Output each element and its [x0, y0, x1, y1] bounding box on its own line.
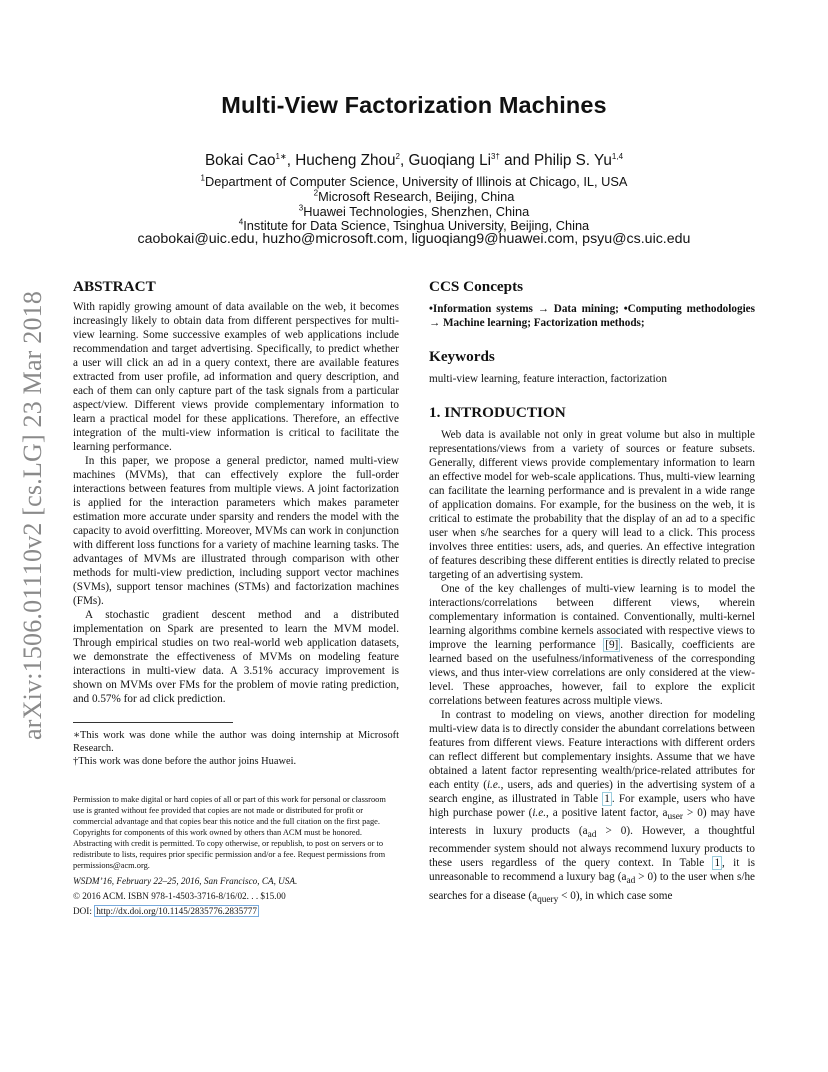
- doi-link[interactable]: http://dx.doi.org/10.1145/2835776.2835777: [96, 906, 257, 916]
- author-affiliation-mark: 2: [395, 151, 400, 161]
- author-separator: ,: [286, 152, 296, 169]
- intro-text: . Basically, coefficients are learned based on the usefulness/informativeness of the corresponding views, and thus inter-view correlations are only considered at the view-level. These approaches, however, fail to explore the explicit correlations between features across multiple views.: [429, 639, 755, 707]
- intro-text: > 0) to the user when s/he searches for a disease (a: [429, 871, 756, 902]
- math-subscript: user: [667, 812, 683, 823]
- table-ref-link[interactable]: 1: [714, 857, 721, 870]
- table-ref-link[interactable]: 1: [604, 793, 610, 805]
- intro-text: One of the key challenges of multi-view learning is to model the interactions/correlations between different views, wherein complementary information is contained. Conventionally, multi-kernel learning algorithms combine kernels associated with respective views to improve the learning performance: [429, 583, 755, 651]
- author-emails: caobokai@uic.edu, huzho@microsoft.com, liguoqiang9@huawei.com, psyu@cs.uic.edu: [137, 231, 691, 247]
- right-column: [429, 278, 755, 907]
- permission-notice: Permission to make digital or hard copies of all or part of this work for personal or classroom use is granted without fee provided that copies are not made or distributed for profit or commercial advantage and that copies bear this notice and the full citation on the first page. Copyrights for components of this work owned by others than ACM must be honored. Abstracting with credit is permitted. To copy otherwise, or republish, to post on servers or to redistribute to lists, requires prior specific permission and/or a fee. Request permissions from permissions@acm.org.: [73, 795, 386, 870]
- intro-text: > 0) may have interests in luxury products (a: [429, 807, 755, 838]
- footnote-divider: [73, 722, 233, 723]
- affiliation-text: Institute for Data Science, Tsinghua University, Beijing, China: [243, 218, 590, 233]
- affiliation-text: Huawei Technologies, Shenzhen, China: [303, 204, 530, 219]
- author-name: Philip S. Yu: [533, 152, 612, 169]
- ccs-concepts: •Information systems → Data mining; •Computing methodologies → Machine learning; Factorization methods;: [429, 303, 755, 329]
- author-affiliation-mark: 1,4: [611, 151, 624, 161]
- intro-text: , a positive latent factor, a: [546, 807, 668, 819]
- affiliation-text: Department of Computer Science, University of Illinois at Chicago, IL, USA: [204, 174, 628, 189]
- affiliation-mark: 4: [238, 217, 244, 227]
- affiliation-line: [0, 174, 828, 189]
- author-separator: ,: [400, 152, 409, 169]
- footnote: ∗This work was done while the author was doing internship at Microsoft Research.: [73, 730, 399, 754]
- abstract-heading: ABSTRACT: [73, 278, 156, 295]
- doi-line: [73, 905, 399, 918]
- math-subscript: query: [537, 894, 559, 905]
- citation-link[interactable]: [9]: [605, 639, 619, 651]
- affiliation-mark: 2: [313, 188, 319, 198]
- author-list: [0, 152, 828, 170]
- author-affiliation-mark: 3†: [491, 151, 500, 161]
- copyright-line: © 2016 ACM. ISBN 978-1-4503-3716-8/16/02. . . $15.00: [73, 891, 286, 901]
- conference-info: WSDM’16, February 22–25, 2016, San Francisco, CA, USA.: [73, 876, 298, 886]
- author-name: Bokai Cao: [204, 152, 276, 169]
- affiliation-line: [0, 189, 828, 204]
- author-affiliation-mark: 1∗: [275, 151, 287, 161]
- intro-paragraph: [429, 582, 755, 708]
- doi-label: DOI:: [73, 906, 95, 916]
- affiliation-mark: 3: [298, 203, 304, 213]
- intro-italic: i.e.: [532, 807, 546, 819]
- intro-paragraph: [429, 708, 755, 907]
- author-name: Guoqiang Li: [408, 152, 491, 169]
- intro-text: . For example, users who have high purchase power (: [429, 793, 755, 819]
- intro-text: > 0). However, a thoughtful recommender system should not always recommend luxury products to these users regardless of the query context. In Table: [429, 825, 755, 870]
- keywords-text: multi-view learning, feature interaction, factorization: [429, 373, 667, 385]
- intro-text: , it is unreasonable to recommend a luxury bag (a: [429, 857, 755, 884]
- author-name: Hucheng Zhou: [295, 152, 396, 169]
- intro-text: < 0), in which case some: [558, 889, 673, 902]
- affiliation-line: [0, 204, 828, 219]
- footnote: †This work was done before the author joins Huawei.: [73, 756, 297, 767]
- abstract-paragraph: With rapidly growing amount of data available on the web, it becomes increasingly likely to obtain data from different perspectives for multi-view learning. Some successive examples of web applications include recommendation and target advertising. Specifically, to predict whether a user will click an ad in a query context, there are available features extracted from user profile, ad information and query description, and each of them can only capture part of the task signals from a particular aspect/view. Different views provide complementary information to learn a practical model for these applications. Therefore, an effective integration of the multi-view information is critical to facilitate the learning performance.: [73, 301, 399, 453]
- intro-paragraph: Web data is available not only in great volume but also in multiple representations/views from a variety of sources or feature subsets. Generally, different views provide complementary information to learn an effective model for web-scale applications. Thus, multi-view learning can facilitate the learning performance and is prevalent in a wide range of application domains. For example, for the business on the web, it is critical to estimate the probability that the display of an ad to a specific user when s/he searches for a query will lead to a click. This process involves three entities: users, ads, and queries. An effective integration of features describing these different entities is directly related to precise targeting of an advertising system.: [429, 429, 755, 581]
- affiliation-text: Microsoft Research, Beijing, China: [318, 189, 515, 204]
- introduction-heading: 1. INTRODUCTION: [429, 404, 566, 421]
- affiliation-mark: 1: [200, 173, 205, 183]
- intro-text: , users, ads and queries) in the advertising system of a search engine, as illustrated in Table: [429, 779, 755, 805]
- intro-italic: i.e.: [486, 779, 501, 791]
- math-subscript: ad: [587, 830, 597, 841]
- author-separator: and: [499, 152, 534, 169]
- intro-text: In contrast to modeling on views, another direction for modeling multi-view data is to directly consider the abundant correlations between features from different views. Feature interactions with different orders can reflect different but complementary insights. Assume that we have obtained a latent factor representing wealth/price-related attributes for each entity (: [429, 709, 755, 791]
- ccs-heading: CCS Concepts: [429, 278, 524, 295]
- abstract-paragraph: A stochastic gradient descent method and a distributed implementation on Spark are presented to learn the MVM model. Through empirical studies on two real-world web application datasets, we demonstrate the effectiveness of MVMs on modeling feature interactions in multi-view data. A 3.51% accuracy improvement is shown on MVMs over FMs for the problem of movie rating prediction, and 0.57% for ad click prediction.: [73, 609, 399, 705]
- left-column: [73, 278, 399, 918]
- arxiv-identifier-stamp: arXiv:1506.01110v2 [cs.LG] 23 Mar 2018: [18, 290, 47, 740]
- keywords-heading: Keywords: [429, 348, 495, 365]
- paper-title: Multi-View Factorization Machines: [221, 92, 607, 118]
- abstract-paragraph: In this paper, we propose a general predictor, named multi-view machines (MVMs), that can effectively explore the full-order interactions between features from multiple views. A joint factorization is applied for the interaction parameters which makes parameter estimation more accurate under sparsity and renders the model with the capacity to avoid overfitting. Moreover, MVMs can work in conjunction with different loss functions for a variety of machine learning tasks. The advantages of MVMs are illustrated through comparison with other methods for multi-view prediction, including support vector machines (SVMs), support tensor machines (STMs) and factorization machines (FMs).: [73, 455, 399, 607]
- math-subscript: ad: [626, 876, 636, 887]
